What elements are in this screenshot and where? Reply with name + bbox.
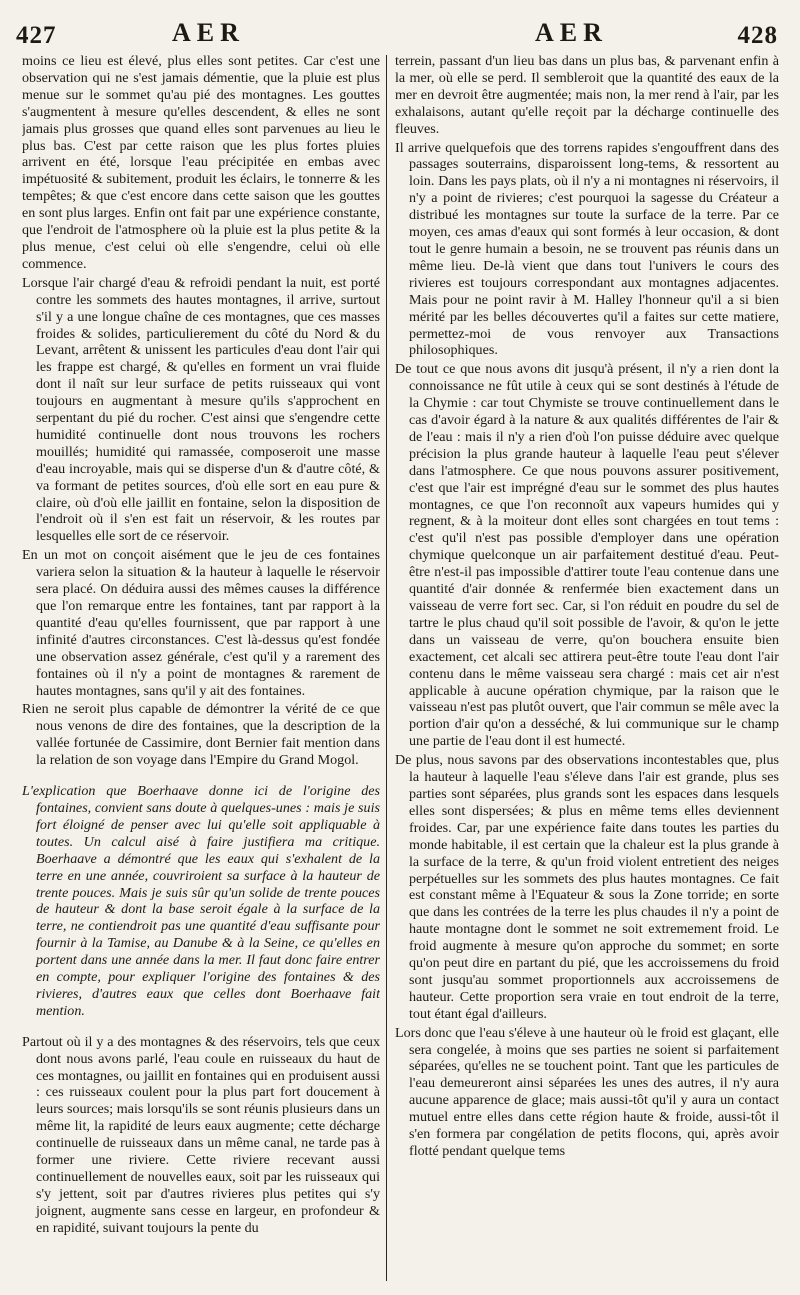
editor-note: L'explication que Boerhaave donne ici de l'origine des fontaines, convient sans doute à quelques-unes : mais je suis fort éloigné de penser avec lui qu'elle soit appliquable à toutes. Un calcul aisé à faire justifiera ma critique. Boerhaave a démontré que les eaux qui s'exhalent de la terre en une année, couvriroient sa surface à la hauteur de trente pouces. Mais je suis sûr qu'un solide de trente pouces de hauteur & dont la base seroit égale à la surface de la terre, ne contiendroit pas une quantité d'eau suffisante pour fournir à la Tamise, au Danube & à la Seine, ce qu'elles en portent dans une année dans la mer. Il faut donc faire entrer en compte, pour expliquer l'origine des fontaines & des rivieres, d'autres eaux que celles dont Boerhaave fait mention. — [22, 783, 380, 1019]
paragraph: En un mot on conçoit aisément que le jeu de ces fontaines variera selon la situation & la hauteur à laquelle le réservoir sera placé. On déduira aussi des mêmes causes la différence que l'on remarque entre les fontaines, tant par rapport à la quantité d'eau qu'elles fournissent, que par rapport à une infinité d'autres circonstances. C'est là-dessus qu'est fondée une observation assez générale, c'est qu'il y a rarement des fontaines où il n'y a point de montagnes & rarement de hautes montagnes, sans qu'il y ait des fontaines. — [22, 547, 380, 699]
paragraph: Lors donc que l'eau s'éleve à une hauteur où le froid est glaçant, elle sera congelée, à moins que ses parties ne soient si parfaitement séparées, qu'elles ne se touchent point. Tant que les particules de l'eau demeureront ainsi séparées les unes des autres, il n'y aura aucune apparence de glace; mais aussi-tôt qu'il y aura un contact mutuel entre elles dans cette région haute & froide, aussi-tôt il s'en formera par congélation de petits flocons, qui, après avoir flotté pendant quelque tems — [395, 1024, 779, 1159]
column-divider — [386, 55, 387, 1281]
paragraph: terrein, passant d'un lieu bas dans un plus bas, & parvenant enfin à la mer, où elle se perd. Il sembleroit que la quantité des eaux de la mer en devroit être augmentée; mais non, la mer rend à l'air, par les exhalaisons, autant qu'elle reçoit par la décharge continuelle des fleuves. — [395, 53, 779, 137]
right-running-head: AER — [535, 18, 608, 47]
paragraph: Lorsque l'air chargé d'eau & refroidi pendant la nuit, est porté contre les sommets des hautes montagnes, il arrive, surtout s'il y a une longue chaîne de ces montagnes, que ces masses froides & solides, particulierement du côté du Nord & du Levant, arrêtent & unissent les particules d'eau dont l'air qui les frappe est chargé, & qu'elles en forment un vrai fluide dont il naît sur leur surface de petits ruisseaux qui vont toujours en augmentant à mesure qu'ils s'approchent en serpentant du pié du rocher. C'est ainsi que s'engendre cette humidité continuelle dont nous trouvons les rochers mouillés; humidité qui ramassée, composeroit une masse d'eau incroyable, mais qui se disperse d'un & d'autre côté, & va formant de petites sources, d'où elle sort en eau pure & claire, où d'où elle jaillit en fontaine, selon la disposition de l'endroit où il s'en est fait un réservoir, & les routes par lesquelles elle sort de ce réservoir. — [22, 274, 380, 545]
left-column — [22, 53, 380, 1285]
paragraph: Rien ne seroit plus capable de démontrer la vérité de ce que nous venons de dire des fontaines, que la description de la vallée fortunée de Cassimire, dont Bernier fait mention dans la relation de son voyage dans l'Empire du Grand Mogol. — [22, 701, 380, 769]
left-page-number: 427 — [16, 22, 57, 49]
paragraph: De tout ce que nous avons dit jusqu'à présent, il n'y a rien dont la connoissance ne fût utile à ceux qui se sont destinés à l'étude de la Chymie : car tout Chymiste se trouve continuellement dans le cas d'avoir égard à la nature & aux qualités différentes de l'air & de l'eau : mais il n'y a rien d'où l'on puisse déduire avec quelque précision la plus grande hauteur à laquelle l'eau peut s'élever dans l'atmosphere. Ce que nous pouvons assurer positivement, c'est que l'air est imprégné d'eau sur le sommet des plus hautes montagnes, ce que l'on reconnoît aux vapeurs humides qui y regnent, & à la moiteur dont elles sont chargées en tout tems : c'est qu'il n'est pas possible d'employer dans une opération chymique quelconque un air parfaitement destitué d'eau. Peut-être n'est-il pas impossible d'attirer toute l'eau contenue dans une quantité d'air donnée & renfermée bien exactement dans un vaisseau de verre fort sec. Car, si l'on réduit en poudre du sel de tartre le plus chaud qu'il soit possible de l'avoir, & qu'on le jette dans un vaisseau de verre, qu'on bouchera ensuite bien exactement, cet alcali sec attirera peut-être toute l'eau dont l'air contenu dans le même vaisseau sera chargé : mais cet air n'est applicable à aucune opération chymique, par la raison que le vaisseau n'est pas plutôt ouvert, que l'air commun se mêle avec la portion d'air qu'on a desséché, & lui communique sur le champ une partie de l'eau dont il est humecté. — [395, 361, 779, 750]
paragraph: De plus, nous savons par des observations incontestables que, plus la hauteur à laquelle l'eau s'éleve dans l'air est grande, plus ses parties sont séparées, plus grands sont les espaces dans lesquels elles sont dispersées; & plus en même tems elles deviennent froides. Car, par une expérience faite dans toutes les parties du monde habitable, il est certain que la chaleur est la plus grande à la surface de la terre, & qu'un froid violent entretient des neiges perpétuelles sur les sommets des plus hautes montagnes. Ce fait est constant même à l'Equateur & sous la Zone torride; en sorte que dans les contrées de la terre les plus chaudes il n'y a point de haute montagne dont le sommet ne soit extremement froid. Le froid augmente à mesure qu'on approche du sommet; en sorte qu'on peut dire en partant du pié, que les accroissemens du froid sont jusqu'au sommet proportionnels aux accroissemens de hauteur. Cette proportion sera vraie en tout endroit de la terre, tout étant égal d'ailleurs. — [395, 752, 779, 1022]
paragraph: moins ce lieu est élevé, plus elles sont petites. Car c'est une observation qui ne s'est jamais démentie, que la pluie est plus menue sur le sommet qu'au pié des montagnes. Les gouttes s'augmentent à mesure qu'elles descendent, & elles ne sont jamais plus grosses que quand elles sont parvenues au lieu le plus bas. C'est par cette raison que les plus fortes pluies arrivent en été, lorsque l'eau précipitée en embas avec impétuosité & subitement, produit les éclairs, le tonnerre & les tempêtes; & que c'est encore dans cette saison que les gouttes en sont plus larges. Enfin ont fait par une expérience constante, que l'endroit de l'atmosphere où la pluie est la plus petite & la plus menue, c'est celui où elle s'engendre, celui où elle commence. — [22, 53, 380, 272]
right-page-number: 428 — [737, 22, 778, 49]
left-running-head: AER — [172, 18, 245, 47]
right-column — [395, 53, 779, 1285]
paragraph: Partout où il y a des montagnes & des réservoirs, tels que ceux dont nous avons parlé, l'eau coule en ruisseaux du haut de ces montagnes, ou jaillit en fontaines qui en produisent aussi : ces ruisseaux coulent pour la plus part fort doucement à leurs sources; mais lorsqu'ils se sont réunis plusieurs dans un même lit, la rapidité de leurs eaux augmente; cette décharge continuelle de ruisseaux dans un même canal, ne tarde pas à former une riviere. Cette riviere recevant aussi continuellement de nouvelles eaux, soit par les ruisseaux qui s'y jettent, soit par d'autres rivieres plus petites qui s'y joignent, augmente sans cesse en largeur, en profondeur & en rapidité, suivant toujours la pente du — [22, 1033, 380, 1236]
paragraph: Il arrive quelquefois que des torrens rapides s'engouffrent dans des passages souterrains, disparoissent long-tems, & ressortent au loin. Dans les pays plats, où il n'y a ni montagnes ni réservoirs, il n'y a point de rivieres; c'est pourquoi la sagesse du Créateur a distribué les montagnes sur toute la surface de la terre. Par ce moyen, ces amas d'eaux qui sont formés à leur occasion, & dont tout le genre humain a besoin, ne se trouvent pas réunis dans un même lieu. De-là vient que dans tout l'univers le cours des rivieres est toujours correspondant aux montagnes adjacentes. Mais pour ne point ravir à M. Halley l'honneur qu'il a si bien mérité par les belles découvertes qu'il a faites sur cette matiere, permettez-moi de vous renvoyer aux Transactions philosophiques. — [395, 139, 779, 359]
